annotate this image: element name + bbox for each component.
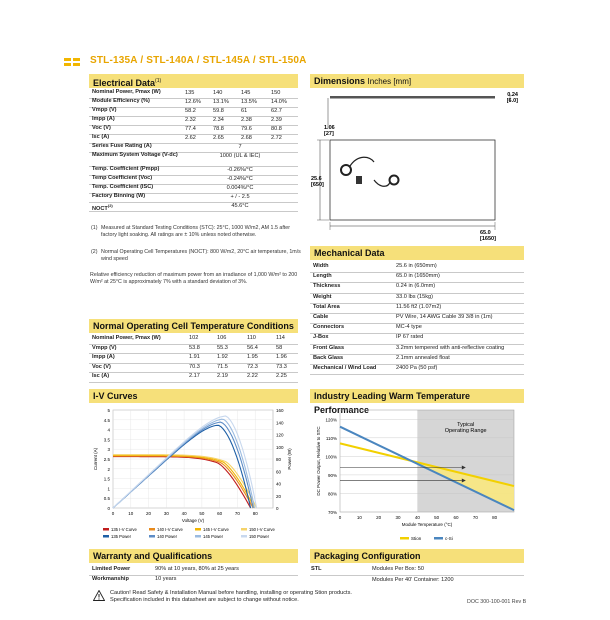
mechanical-row-label: Connectors xyxy=(313,324,345,331)
connector-right xyxy=(390,176,399,185)
iv-y2tick: 100 xyxy=(276,444,284,450)
electrical-cell: 2.38 xyxy=(241,117,252,123)
electrical-cell: 2.68 xyxy=(241,135,252,141)
electrical-cell: 61 xyxy=(241,108,248,114)
mechanical-heading: Mechanical Data xyxy=(310,246,524,260)
packaging-line-2: Modules Per 40' Container: 1200 xyxy=(372,577,454,583)
iv-ytick: 0 xyxy=(107,506,110,511)
warm-xtick: 20 xyxy=(376,515,382,520)
noct-cell: 70.3 xyxy=(189,363,200,370)
mechanical-row-value: 65.0 in (1650mm) xyxy=(396,273,440,280)
mechanical-row-label: Mechanical / Wind Load xyxy=(313,365,377,371)
warm-legend-item: Stion xyxy=(411,536,422,541)
noct-cell: 1.95 xyxy=(247,354,258,360)
iv-legend-item: 135 I-V Curve xyxy=(111,527,137,532)
electrical-cell: 79.6 xyxy=(241,126,252,132)
panel-side-profile xyxy=(330,96,495,99)
electrical-row-label: NOCT$^{(2)}$ xyxy=(92,203,113,212)
iv-xtick: 20 xyxy=(146,511,152,516)
typical-range-label-2: Operating Range xyxy=(444,428,487,434)
electrical-span-cell: 1000 (UL & IEC) xyxy=(219,153,261,159)
panel-back-outline xyxy=(330,140,495,220)
noct-cell: 1.91 xyxy=(189,354,200,360)
electrical-cell: 140 xyxy=(213,90,223,96)
dimension-drawing xyxy=(310,88,526,246)
electrical-row-label: Voc (V) xyxy=(92,125,111,131)
electrical-cell: 59.8 xyxy=(213,108,224,114)
dim-thickness: 0.24 xyxy=(507,92,518,98)
warranty-row-label: Workmanship xyxy=(92,576,129,582)
electrical-data-heading xyxy=(89,74,298,88)
iv-legend-item: 140 Power xyxy=(157,534,178,539)
warm-xtick: 40 xyxy=(414,515,420,520)
iv-ytick: 1 xyxy=(107,486,110,492)
iv-series-145-i-v-curve xyxy=(113,456,255,509)
iv-series-145-power xyxy=(113,419,255,508)
noct-cell: 55.3 xyxy=(217,344,228,351)
typical-range-label-1: Typical xyxy=(457,422,475,428)
warm-xtick: 0 xyxy=(338,515,342,520)
iv-legend-item: 140 I-V Curve xyxy=(157,527,183,532)
iv-xtick: 60 xyxy=(217,511,223,516)
noct-cell: 106 xyxy=(217,335,227,341)
iv-y2tick: 60 xyxy=(276,469,282,475)
electrical-span-cell: 0.004%/°C xyxy=(226,185,254,191)
iv-legend-swatch xyxy=(103,535,109,538)
spec-text: Specification included in this datasheet are subject to change without notice. xyxy=(110,597,299,603)
iv-ytick: 2.5 xyxy=(103,457,110,462)
iv-legend-item: 150 I-V Curve xyxy=(249,527,275,532)
electrical-span-cell: + / - 2.5 xyxy=(230,194,250,200)
iv-y2label: Power (W) xyxy=(287,448,292,470)
iv-series-140-i-v-curve xyxy=(113,456,253,508)
warm-xtick: 70 xyxy=(472,515,478,520)
warm-ytick: 80% xyxy=(327,491,337,497)
iv-ytick: 0.5 xyxy=(103,496,110,502)
warm-xlabel: Module Temperature (°C) xyxy=(401,522,453,527)
iv-xtick: 30 xyxy=(163,511,169,516)
electrical-row-label: Temp. Coefficient (ISC) xyxy=(92,184,154,190)
electrical-span-cell: 45.6°C xyxy=(231,203,249,209)
warm-ytick: 90% xyxy=(327,472,337,478)
warranty-heading: Warranty and Qualifications xyxy=(89,549,298,563)
iv-y2tick: 160 xyxy=(276,408,284,413)
electrical-row-label: Isc (A) xyxy=(92,134,110,140)
noct-row-label: Nominal Power, Pmax (W) xyxy=(92,335,161,341)
packaging-label: STL xyxy=(311,566,322,572)
warm-legend-swatch xyxy=(434,537,443,540)
electrical-row-label: Series Fuse Rating (A) xyxy=(92,143,152,149)
electrical-cell: 13.5% xyxy=(241,99,257,105)
electrical-cell: 58.2 xyxy=(185,108,196,114)
iv-legend-swatch xyxy=(195,535,201,538)
mechanical-row-value: 33.0 lbs (15kg) xyxy=(396,293,434,300)
iv-series-135-power xyxy=(113,425,251,508)
warm-xtick: 80 xyxy=(492,515,498,520)
doc-number: DOC 300-100-001 Rev B xyxy=(467,599,527,605)
cable-left xyxy=(350,157,374,166)
connector-left xyxy=(341,165,351,175)
iv-legend-item: 135 Power xyxy=(111,534,132,539)
iv-xtick: 50 xyxy=(199,511,205,516)
mechanical-row-label: Back Glass xyxy=(313,354,344,361)
iv-xtick: 80 xyxy=(252,511,258,516)
dim-thickness-mm: [6.0] xyxy=(506,98,518,104)
warm-legend-swatch xyxy=(400,537,409,540)
iv-legend-item: 145 Power xyxy=(203,534,224,539)
electrical-cell: 13.1% xyxy=(213,99,229,105)
electrical-row-label: Impp (A) xyxy=(92,116,115,122)
mechanical-row-value: 2.1mm annealed float xyxy=(396,354,450,361)
iv-xtick: 10 xyxy=(128,511,134,516)
caution-text: Caution! Read Safety & Installation Manual before handling, installing or operating Stion products. xyxy=(110,590,352,596)
iv-ytick: 4.5 xyxy=(103,417,110,423)
mechanical-row-value: 25.6 in (650mm) xyxy=(396,263,437,269)
packaging-heading: Packaging Configuration xyxy=(310,549,524,563)
iv-ytick: 1.5 xyxy=(103,476,110,482)
warm-ytick: 70% xyxy=(327,510,337,515)
product-title: STL-135A / STL-140A / STL-145A / STL-150A xyxy=(90,55,307,66)
mechanical-row-label: Thickness xyxy=(313,283,341,290)
noct-row-label: Isc (A) xyxy=(92,373,110,379)
cable-right xyxy=(374,180,390,186)
note2-mark: (2) xyxy=(91,249,98,255)
warm-ytick: 100% xyxy=(325,454,337,460)
electrical-cell: 2.32 xyxy=(185,117,196,123)
iv-y2tick: 0 xyxy=(276,506,279,511)
warm-xtick: 60 xyxy=(453,515,459,520)
note1-mark: (1) xyxy=(91,225,98,231)
electrical-cell: 2.65 xyxy=(213,135,224,141)
dimensions-heading-text: Dimensions xyxy=(314,76,366,86)
warm-heading: Industry Leading Warm Temperature Performance xyxy=(310,389,524,403)
mechanical-row-value: MC-4 type xyxy=(396,324,422,331)
noct-cell: 1.96 xyxy=(276,354,287,360)
electrical-row-label: Vmpp (V) xyxy=(92,107,117,113)
electrical-cell: 150 xyxy=(271,90,281,96)
iv-ytick: 4 xyxy=(107,427,110,433)
electrical-span-cell: -0.26%/°C xyxy=(227,167,253,173)
dimensions-unit: Inches [mm] xyxy=(367,77,412,86)
dim-width: 25.6 xyxy=(311,176,322,182)
warm-xtick: 50 xyxy=(434,515,440,520)
mechanical-row-value: 3.2mm tempered with anti-reflective coating xyxy=(396,344,505,351)
electrical-cell: 77.4 xyxy=(185,126,196,132)
warm-xtick: 30 xyxy=(395,515,401,520)
dim-length-mm: [1650] xyxy=(480,236,496,242)
iv-ylabel: Current (A) xyxy=(93,447,98,471)
warranty-row-value: 10 years xyxy=(155,576,177,582)
noct-cell: 110 xyxy=(247,335,256,341)
dimensions-heading xyxy=(310,74,524,88)
iv-xtick: 40 xyxy=(181,511,187,516)
iv-y2tick: 120 xyxy=(276,432,284,438)
electrical-row-label: Temp Coefficient (Voc) xyxy=(92,175,153,181)
note3: Relative efficiency reduction of maximum power from an irradiance of 1,000 W/m² to 200 W/m² at 25°C is approximately 7% with a standard deviation of 3%. xyxy=(90,272,298,285)
warranty-row-value: 90% at 10 years, 80% at 25 years xyxy=(155,566,239,572)
iv-legend-item: 150 Power xyxy=(249,534,270,539)
noct-cell: 2.22 xyxy=(247,373,258,379)
iv-legend-swatch xyxy=(149,528,155,531)
noct-row-label: Voc (V) xyxy=(92,363,111,370)
noct-row-label: Vmpp (V) xyxy=(92,344,117,351)
iv-legend-swatch xyxy=(149,535,155,538)
dim-length: 65.0 xyxy=(480,230,491,236)
warm-ytick: 110% xyxy=(325,435,337,441)
mechanical-row-value: 0.24 in (6.0mm) xyxy=(396,283,436,290)
noct-cell: 1.92 xyxy=(217,354,228,360)
electrical-cell: 2.62 xyxy=(185,135,196,141)
iv-legend-swatch xyxy=(195,528,201,531)
iv-heading: I-V Curves xyxy=(89,389,298,403)
electrical-row-label: Nominal Power, Pmax (W) xyxy=(92,89,161,95)
note2: Normal Operating Cell Temperatures (NOCT): 800 W/m2, 20°C air temperature, 1m/s wind speed xyxy=(101,249,301,262)
warm-legend-item: c-Si xyxy=(445,536,453,541)
electrical-cell: 62.7 xyxy=(271,108,282,114)
electrical-cell: 2.72 xyxy=(271,135,282,141)
noct-cell: 53.8 xyxy=(189,344,200,351)
junction-box xyxy=(356,176,362,184)
noct-row-label: Impp (A) xyxy=(92,354,115,360)
dim-frame-mm: [27] xyxy=(324,131,334,137)
iv-xtick: 0 xyxy=(111,511,115,516)
note1: Measured at Standard Testing Conditions (STC): 25°C, 1000 W/m2, AM 1.5 after factory light soaking. All ratings are ± 10% unless noted otherwise. xyxy=(101,225,290,238)
warm-chart xyxy=(310,404,526,548)
mechanical-row-value: PV Wire, 14 AWG Cable 39 3/8 in (1m) xyxy=(396,314,493,320)
iv-ytick: 5 xyxy=(107,408,110,413)
logo-mark xyxy=(64,58,81,66)
mechanical-row-label: Weight xyxy=(313,293,332,300)
mechanical-row-label: Front Glass xyxy=(313,344,345,351)
electrical-cell: 14.0% xyxy=(271,99,287,105)
electrical-span-cell: -0.24%/°C xyxy=(227,176,253,182)
mechanical-row-label: Length xyxy=(313,273,332,280)
mechanical-row-value: 11.56 ft2 (1.07m2) xyxy=(396,303,442,310)
noct-cell: 102 xyxy=(189,335,199,341)
mechanical-row-label: Total Area xyxy=(313,303,340,310)
noct-cell: 56.4 xyxy=(247,344,258,351)
mechanical-row-value: IP 67 rated xyxy=(396,334,424,341)
electrical-span-cell: 7 xyxy=(238,144,242,150)
electrical-cell: 80.8 xyxy=(271,126,282,132)
noct-heading: Normal Operating Cell Temperature Conditions xyxy=(89,319,298,333)
iv-chart xyxy=(89,404,301,548)
iv-legend-swatch xyxy=(241,528,247,531)
noct-cell: 73.3 xyxy=(276,363,287,370)
iv-y2tick: 80 xyxy=(276,457,282,462)
packaging-line-1: Modules Per Box: 50 xyxy=(372,566,424,572)
mechanical-row-label: J-Box xyxy=(313,334,329,341)
iv-series-140-power xyxy=(113,422,253,508)
dim-frame: 1.06 xyxy=(324,125,335,131)
warm-ylabel: DC Power Output, Relative to STC xyxy=(316,426,321,496)
iv-xlabel: Voltage (V) xyxy=(181,518,205,523)
warranty-row-label: Limited Power xyxy=(92,566,131,572)
warm-xtick: 10 xyxy=(356,515,362,520)
electrical-cell: 2.34 xyxy=(213,117,224,123)
electrical-cell: 2.39 xyxy=(271,117,282,123)
noct-cell: 2.19 xyxy=(217,373,228,379)
electrical-row-label: Temp. Coefficient (Pmpp) xyxy=(92,166,160,172)
electrical-row-label: Maximum System Voltage (V-dc) xyxy=(92,152,178,158)
caution-icon xyxy=(93,590,105,601)
noct-cell: 71.5 xyxy=(217,363,228,370)
electrical-row-label: Factory Binning (W) xyxy=(92,193,146,199)
electrical-cell: 135 xyxy=(185,90,195,96)
electrical-cell: 145 xyxy=(241,90,251,96)
electrical-heading-text: Electrical Data xyxy=(93,78,156,88)
iv-ytick: 3 xyxy=(107,447,110,453)
iv-legend-item: 145 I-V Curve xyxy=(203,527,229,532)
electrical-heading-sup: (1) xyxy=(155,78,162,84)
noct-cell: 2.17 xyxy=(189,373,200,379)
noct-cell: 2.25 xyxy=(276,373,287,379)
mechanical-row-label: Width xyxy=(313,263,329,269)
electrical-cell: 12.6% xyxy=(185,99,201,105)
mechanical-row-value: 2400 Pa (50 psf) xyxy=(396,365,438,371)
iv-series-135-i-v-curve xyxy=(113,457,251,508)
iv-y2tick: 20 xyxy=(276,493,282,499)
iv-ytick: 2 xyxy=(107,466,110,472)
iv-y2tick: 140 xyxy=(276,420,284,426)
warm-ytick: 120% xyxy=(325,417,337,423)
noct-cell: 58 xyxy=(276,344,283,351)
noct-cell: 72.3 xyxy=(247,363,258,370)
dim-width-mm: [650] xyxy=(311,182,324,188)
iv-y2tick: 40 xyxy=(276,481,282,487)
iv-legend-swatch xyxy=(103,528,109,531)
electrical-row-label: Module Efficiency (%) xyxy=(92,98,150,104)
electrical-cell: 78.8 xyxy=(213,126,224,132)
iv-ytick: 3.5 xyxy=(103,437,110,443)
iv-xtick: 70 xyxy=(234,511,240,516)
mechanical-row-label: Cable xyxy=(313,314,329,320)
iv-legend-swatch xyxy=(241,535,247,538)
noct-cell: 114 xyxy=(276,335,285,341)
